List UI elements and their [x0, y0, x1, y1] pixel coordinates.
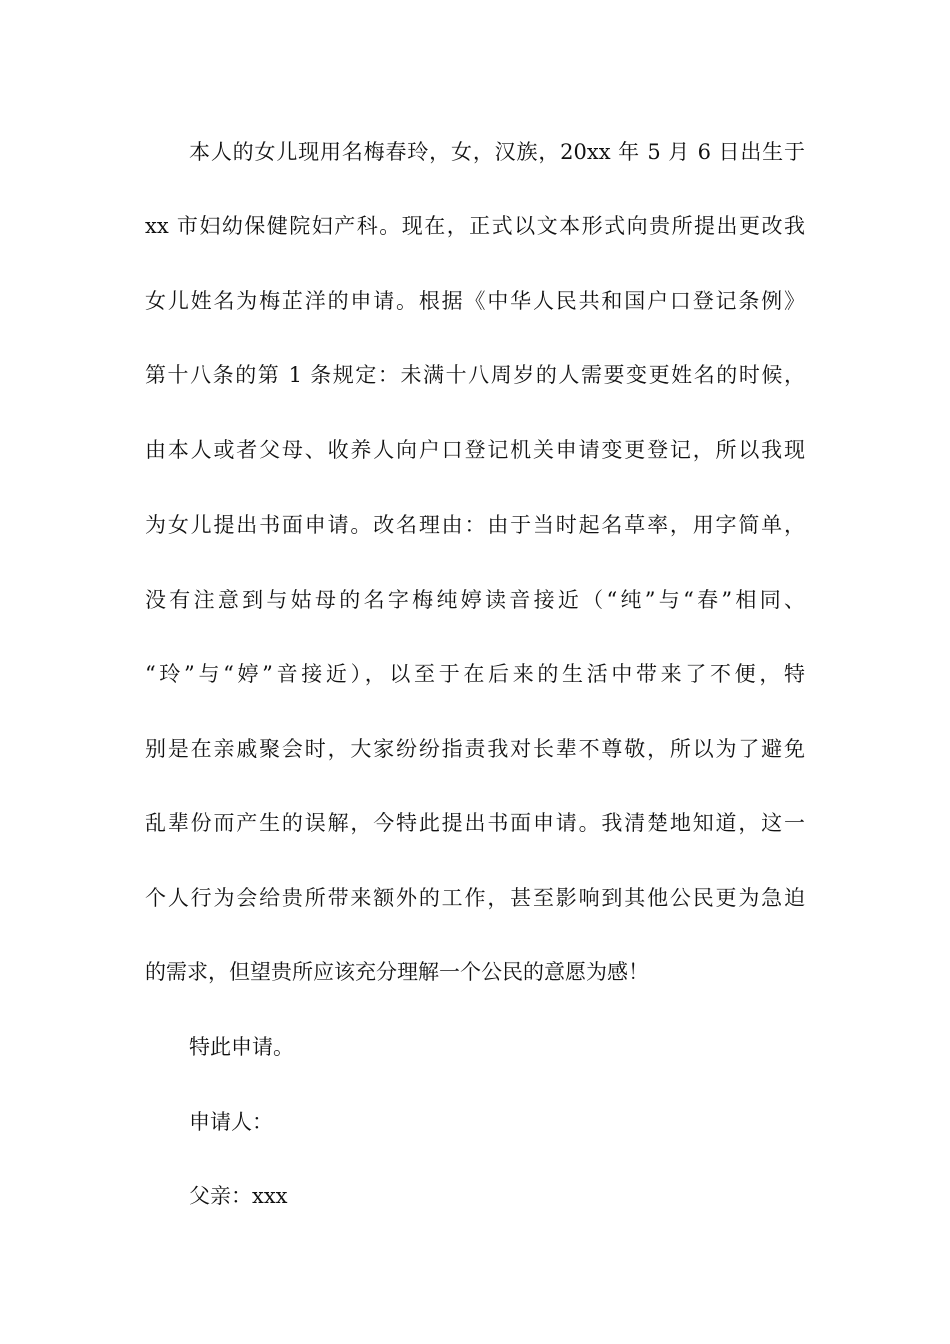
- paragraph-line-11: 个人行为会给贵所带来额外的工作，甚至影响到其他公民更为急迫: [145, 886, 805, 910]
- paragraph-line-3: 女儿姓名为梅芷洋的申请。根据《中华人民共和国户口登记条例》: [145, 289, 805, 313]
- applicant-label: 申请人：: [189, 1110, 273, 1134]
- paragraph-line-2: xx 市妇幼保健院妇产科。现在，正式以文本形式向贵所提出更改我: [145, 214, 805, 238]
- paragraph-line-7: 没有注意到与姑母的名字梅纯婷读音接近（“纯”与“春”相同、: [145, 588, 805, 612]
- paragraph-line-1: 本人的女儿现用名梅春玲，女，汉族，20xx 年 5 月 6 日出生于: [189, 140, 805, 164]
- paragraph-line-5: 由本人或者父母、收养人向户口登记机关申请变更登记，所以我现: [145, 438, 805, 462]
- paragraph-line-4: 第十八条的第 1 条规定：未满十八周岁的人需要变更姓名的时候，: [145, 363, 805, 387]
- paragraph-line-9: 别是在亲戚聚会时，大家纷纷指责我对长辈不尊敬，所以为了避免: [145, 737, 805, 761]
- paragraph-line-12: 的需求，但望贵所应该充分理解一个公民的意愿为感！: [145, 960, 649, 984]
- paragraph-line-8: “玲”与“婷”音接近），以至于在后来的生活中带来了不便，特: [145, 662, 805, 686]
- closing-statement: 特此申请。: [189, 1035, 294, 1059]
- paragraph-line-10: 乱辈份而产生的误解，今特此提出书面申请。我清楚地知道，这一: [145, 811, 805, 835]
- father-signature-line: 父亲：xxx: [189, 1184, 288, 1208]
- paragraph-line-6: 为女儿提出书面申请。改名理由：由于当时起名草率，用字简单，: [145, 513, 805, 537]
